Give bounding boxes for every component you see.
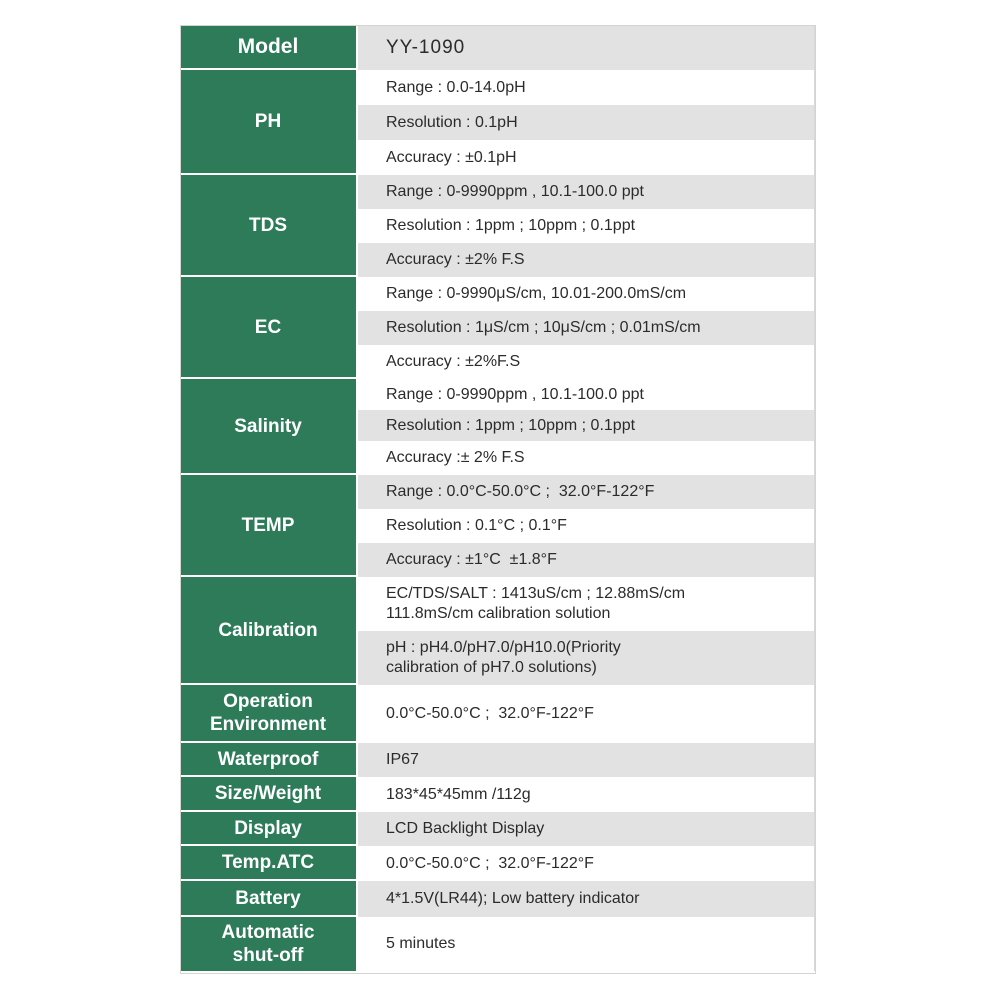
salinity-label: Salinity bbox=[180, 379, 356, 475]
battery-value: 4*1.5V(LR44); Low battery indicator bbox=[356, 881, 816, 917]
calibration-ph-line2: calibration of pH7.0 solutions) bbox=[386, 659, 597, 676]
size-weight-label: Size/Weight bbox=[180, 777, 356, 812]
ph-accuracy: Accuracy : ±0.1pH bbox=[356, 140, 816, 175]
display-label: Display bbox=[180, 812, 356, 846]
calibration-ph-line1: pH : pH4.0/pH7.0/pH10.0(Priority bbox=[386, 639, 621, 656]
operation-label-line1: Operation bbox=[223, 691, 313, 712]
calibration-ec-line1: EC/TDS/SALT : 1413uS/cm ; 12.88mS/cm bbox=[386, 585, 686, 602]
tds-resolution: Resolution : 1ppm ; 10ppm ; 0.1ppt bbox=[356, 209, 816, 243]
salinity-accuracy: Accuracy :± 2% F.S bbox=[356, 441, 816, 475]
auto-off-label bbox=[180, 917, 356, 971]
operation-label-line2: Environment bbox=[209, 714, 327, 735]
temp-atc-label: Temp.ATC bbox=[180, 846, 356, 881]
waterproof-value: IP67 bbox=[356, 743, 816, 777]
auto-off-label-line2: shut-off bbox=[232, 945, 304, 966]
model-label: Model bbox=[180, 25, 356, 70]
display-value: LCD Backlight Display bbox=[356, 812, 816, 846]
ph-range: Range : 0.0-14.0pH bbox=[356, 70, 816, 105]
salinity-resolution: Resolution : 1ppm ; 10ppm ; 0.1ppt bbox=[356, 410, 816, 441]
ec-label: EC bbox=[180, 277, 356, 379]
ph-label: PH bbox=[180, 70, 356, 175]
ec-accuracy: Accuracy : ±2%F.S bbox=[356, 345, 816, 379]
size-weight-value: 183*45*45mm /112g bbox=[356, 777, 816, 812]
temp-accuracy: Accuracy : ±1°C ±1.8°F bbox=[356, 543, 816, 577]
temp-resolution: Resolution : 0.1°C ; 0.1°F bbox=[356, 509, 816, 543]
ec-resolution: Resolution : 1μS/cm ; 10μS/cm ; 0.01mS/cm bbox=[356, 311, 816, 345]
auto-off-value: 5 minutes bbox=[356, 917, 816, 971]
spec-table bbox=[180, 25, 816, 974]
model-value: YY-1090 bbox=[356, 25, 816, 70]
operation-value: 0.0°C-50.0°C ; 32.0°F-122°F bbox=[356, 685, 816, 743]
tds-label: TDS bbox=[180, 175, 356, 277]
ph-resolution: Resolution : 0.1pH bbox=[356, 105, 816, 140]
calibration-label: Calibration bbox=[180, 577, 356, 685]
calibration-ph bbox=[356, 631, 816, 685]
salinity-range: Range : 0-9990ppm , 10.1-100.0 ppt bbox=[356, 379, 816, 410]
calibration-ec-line2: 111.8mS/cm calibration solution bbox=[386, 605, 611, 622]
operation-label bbox=[180, 685, 356, 743]
ec-range: Range : 0-9990μS/cm, 10.01-200.0mS/cm bbox=[356, 277, 816, 311]
waterproof-label: Waterproof bbox=[180, 743, 356, 777]
temp-label: TEMP bbox=[180, 475, 356, 577]
temp-range: Range : 0.0°C-50.0°C ; 32.0°F-122°F bbox=[356, 475, 816, 509]
calibration-ec bbox=[356, 577, 816, 631]
auto-off-label-line1: Automatic bbox=[221, 922, 315, 943]
tds-accuracy: Accuracy : ±2% F.S bbox=[356, 243, 816, 277]
tds-range: Range : 0-9990ppm , 10.1-100.0 ppt bbox=[356, 175, 816, 209]
battery-label: Battery bbox=[180, 881, 356, 917]
temp-atc-value: 0.0°C-50.0°C ; 32.0°F-122°F bbox=[356, 846, 816, 881]
